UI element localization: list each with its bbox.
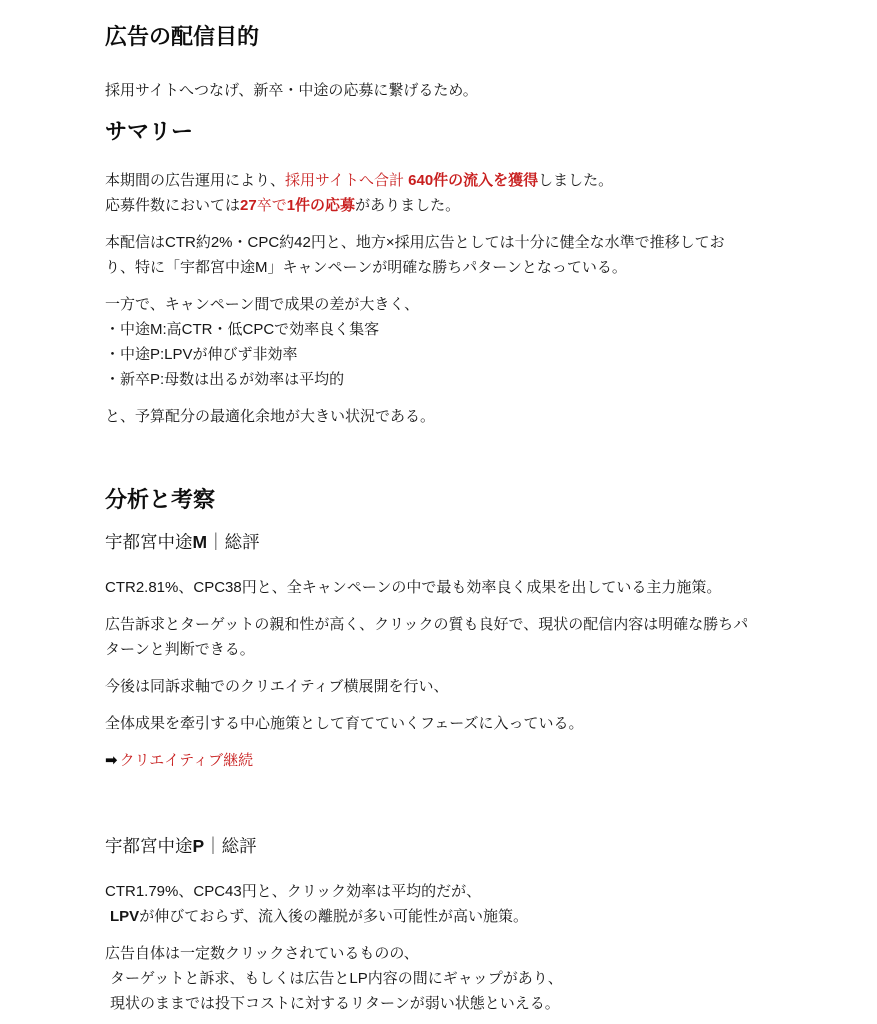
- p-p2-line-2: ターゲットと訴求、もしくは広告とLP内容の間にギャップがあり、: [110, 970, 563, 987]
- heading-ad-purpose: 広告の配信目的: [105, 24, 260, 49]
- p-eval-paragraph-2: [105, 941, 777, 1016]
- subheading-utsunomiya-chuto-p: [105, 833, 777, 859]
- m-eval-paragraph-2: [105, 612, 777, 662]
- gap-intro-line: 一方で、キャンペーン間で成果の差が大きく、: [105, 296, 420, 313]
- m-eval-paragraph-3: 今後は同訴求軸でのクリエイティブ横展開を行い、: [105, 678, 449, 695]
- highlight-application-count: 1件の応募: [286, 197, 356, 214]
- p-p1-line-2: [105, 904, 777, 929]
- highlight-grad-year: 27: [240, 197, 257, 214]
- p-eval-paragraph-1: [105, 879, 777, 929]
- text-segment: がありました。: [355, 197, 461, 214]
- lpv-emphasis: LPV: [110, 908, 140, 925]
- m-p2-line-2: ターンと判断できる。: [105, 641, 255, 658]
- bullet-chuto-m: ・中途M:高CTR・低CPCで効率良く集客: [105, 321, 380, 338]
- m-eval-paragraph-1: CTR2.81%、CPC38円と、全キャンペーンの中で最も効率良く成果を出している主力施策。: [105, 579, 722, 596]
- m-eval-paragraph-4: 全体成果を牽引する中心施策として育てていくフェーズに入っている。: [105, 715, 584, 732]
- summary-result-line-1: [105, 168, 777, 193]
- m-p2-line-1: 広告訴求とターゲットの親和性が高く、クリックの質も良好で、現状の配信内容は明確な勝ちパ: [105, 616, 749, 633]
- bullet-chuto-p: ・中途P:LPVが伸びず非効率: [105, 346, 298, 363]
- right-arrow-icon: ➡: [105, 752, 118, 769]
- subheading-text: 宇都宮中途: [105, 532, 193, 552]
- highlight-inflow-total: 採用サイトへ合計: [285, 172, 409, 189]
- campaign-key-p: P: [192, 836, 205, 856]
- summary-gap-paragraph: [105, 292, 777, 392]
- text-segment: が伸びておらず、流入後の離脱が多い可能性が高い施策。: [139, 908, 528, 925]
- ad-purpose-body: 採用サイトへつなげ、新卒・中途の応募に繋げるため。: [105, 82, 478, 99]
- p-p2-line-1: 広告自体は一定数クリックされているものの、: [105, 945, 419, 962]
- m-action-item: [105, 748, 777, 773]
- summary-overview-paragraph: [105, 230, 777, 280]
- overview-line-2: り、特に「宇都宮中途M」キャンペーンが明確な勝ちパターンとなっている。: [105, 259, 627, 276]
- text-segment: 本期間の広告運用により、: [105, 172, 286, 189]
- subheading-text: ｜総評: [207, 532, 260, 552]
- p-p1-line-1: CTR1.79%、CPC43円と、クリック効率は平均的だが、: [105, 883, 482, 900]
- summary-result-paragraph: [105, 168, 777, 218]
- subheading-text: ｜総評: [204, 836, 257, 856]
- text-segment: しました。: [538, 172, 614, 189]
- m-action-label: クリエイティブ継続: [119, 752, 254, 769]
- heading-summary: サマリー: [105, 119, 194, 144]
- subheading-utsunomiya-chuto-m: [105, 529, 777, 555]
- heading-analysis: 分析と考察: [105, 487, 216, 512]
- overview-line-1: 本配信はCTR約2%・CPC約42円と、地方×採用広告としては十分に健全な水準で推移してお: [105, 234, 725, 251]
- subheading-text: 宇都宮中途: [105, 836, 193, 856]
- text-segment: 応募件数においては: [105, 197, 241, 214]
- summary-conclusion: と、予算配分の最適化余地が大きい状況である。: [105, 408, 436, 425]
- summary-result-line-2: [105, 193, 777, 218]
- p-p2-line-3: 現状のままでは投下コストに対するリターンが弱い状態といえる。: [110, 995, 560, 1012]
- bullet-shinsotsu-p: ・新卒P:母数は出るが効率は平均的: [105, 371, 345, 388]
- highlight-inflow-count: 640件の流入を獲得: [408, 172, 539, 189]
- highlight-grad-suffix: 卒で: [256, 197, 287, 214]
- campaign-key-m: M: [192, 532, 208, 552]
